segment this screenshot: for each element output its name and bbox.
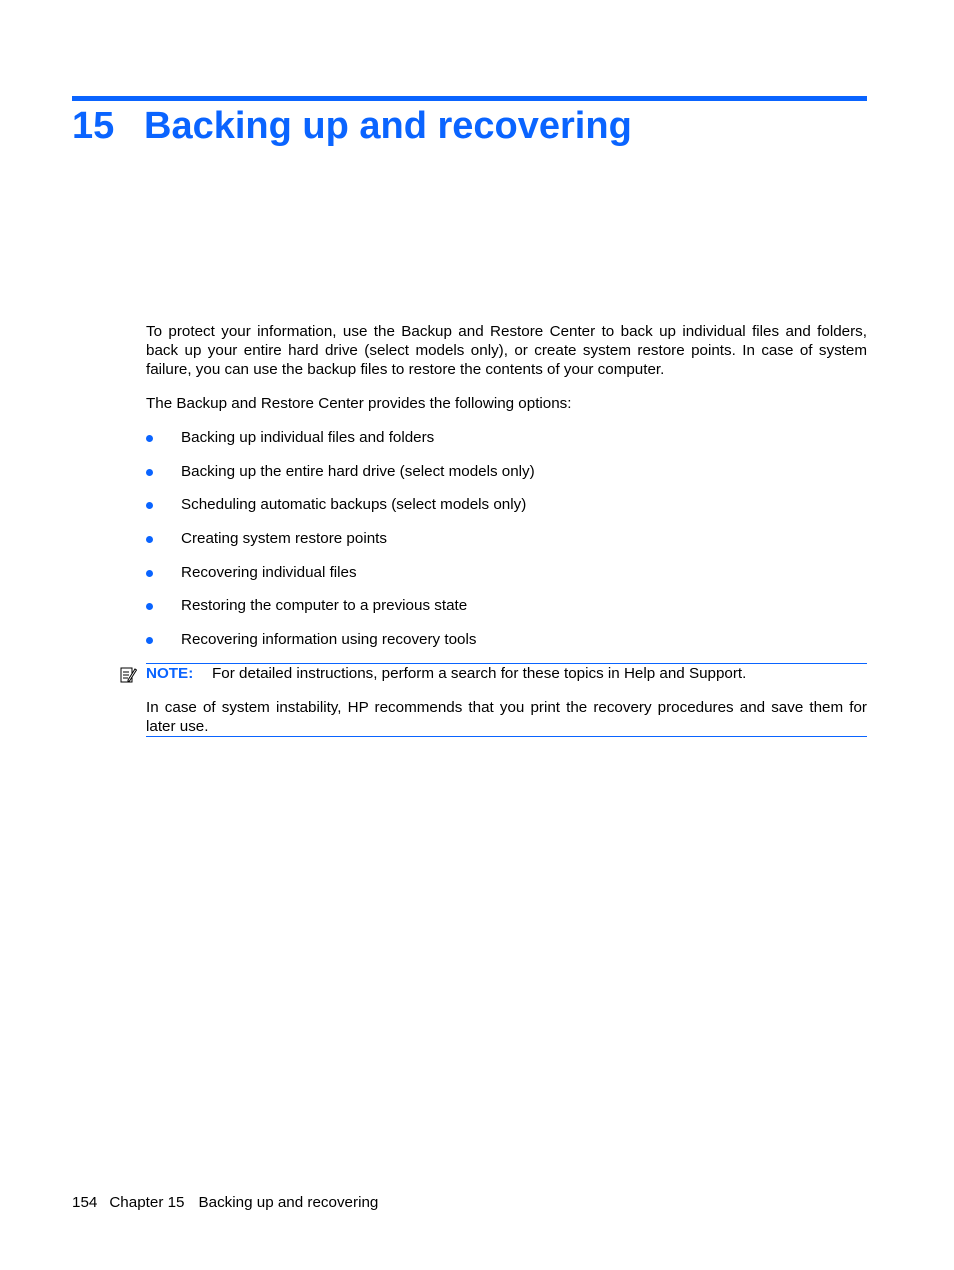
note-label: NOTE: [146, 665, 194, 682]
bullet-icon [146, 469, 153, 476]
options-intro: The Backup and Restore Center provides the following options: [146, 395, 572, 412]
intro-paragraph: To protect your information, use the Backup and Restore Center to back up individual files and folders, back up your entire hard drive (select models only), or create system restore points. In case of system failure, you can use the backup files to restore the contents of your computer. [146, 323, 867, 378]
list-item [146, 596, 867, 615]
list-item-text: Backing up the entire hard drive (select models only) [181, 462, 535, 480]
list-item [146, 495, 867, 514]
bullet-icon [146, 502, 153, 509]
list-item [146, 428, 867, 447]
chapter-title: Backing up and recovering [144, 105, 632, 147]
list-item-text: Recovering individual files [181, 563, 357, 581]
list-item [146, 563, 867, 582]
list-item [146, 529, 867, 548]
list-item-text: Scheduling automatic backups (select models only) [181, 496, 527, 514]
list-item-text: Creating system restore points [181, 530, 387, 548]
note-icon [120, 666, 137, 684]
options-list [146, 428, 867, 664]
page-number: 154 [72, 1194, 98, 1211]
note-line [146, 664, 867, 683]
page-footer [72, 1193, 378, 1212]
footer-chapter-label: Chapter 15 [109, 1194, 185, 1211]
bullet-icon [146, 536, 153, 543]
list-item [146, 630, 867, 649]
bullet-icon [146, 435, 153, 442]
list-item [146, 462, 867, 481]
chapter-top-rule [72, 96, 867, 101]
note-bottom-rule [146, 736, 867, 737]
footer-chapter-title: Backing up and recovering [198, 1194, 379, 1211]
bullet-icon [146, 570, 153, 577]
list-item-text: Backing up individual files and folders [181, 429, 435, 446]
note-paragraph: In case of system instability, HP recommends that you print the recovery procedures and save them for later use. [146, 699, 867, 735]
bullet-icon [146, 603, 153, 610]
list-item-text: Recovering information using recovery tools [181, 631, 477, 649]
bullet-icon [146, 637, 153, 644]
chapter-heading [72, 103, 867, 151]
list-item-text: Restoring the computer to a previous state [181, 597, 468, 615]
chapter-number: 15 [72, 105, 115, 147]
note-text: For detailed instructions, perform a search for these topics in Help and Support. [212, 665, 747, 682]
